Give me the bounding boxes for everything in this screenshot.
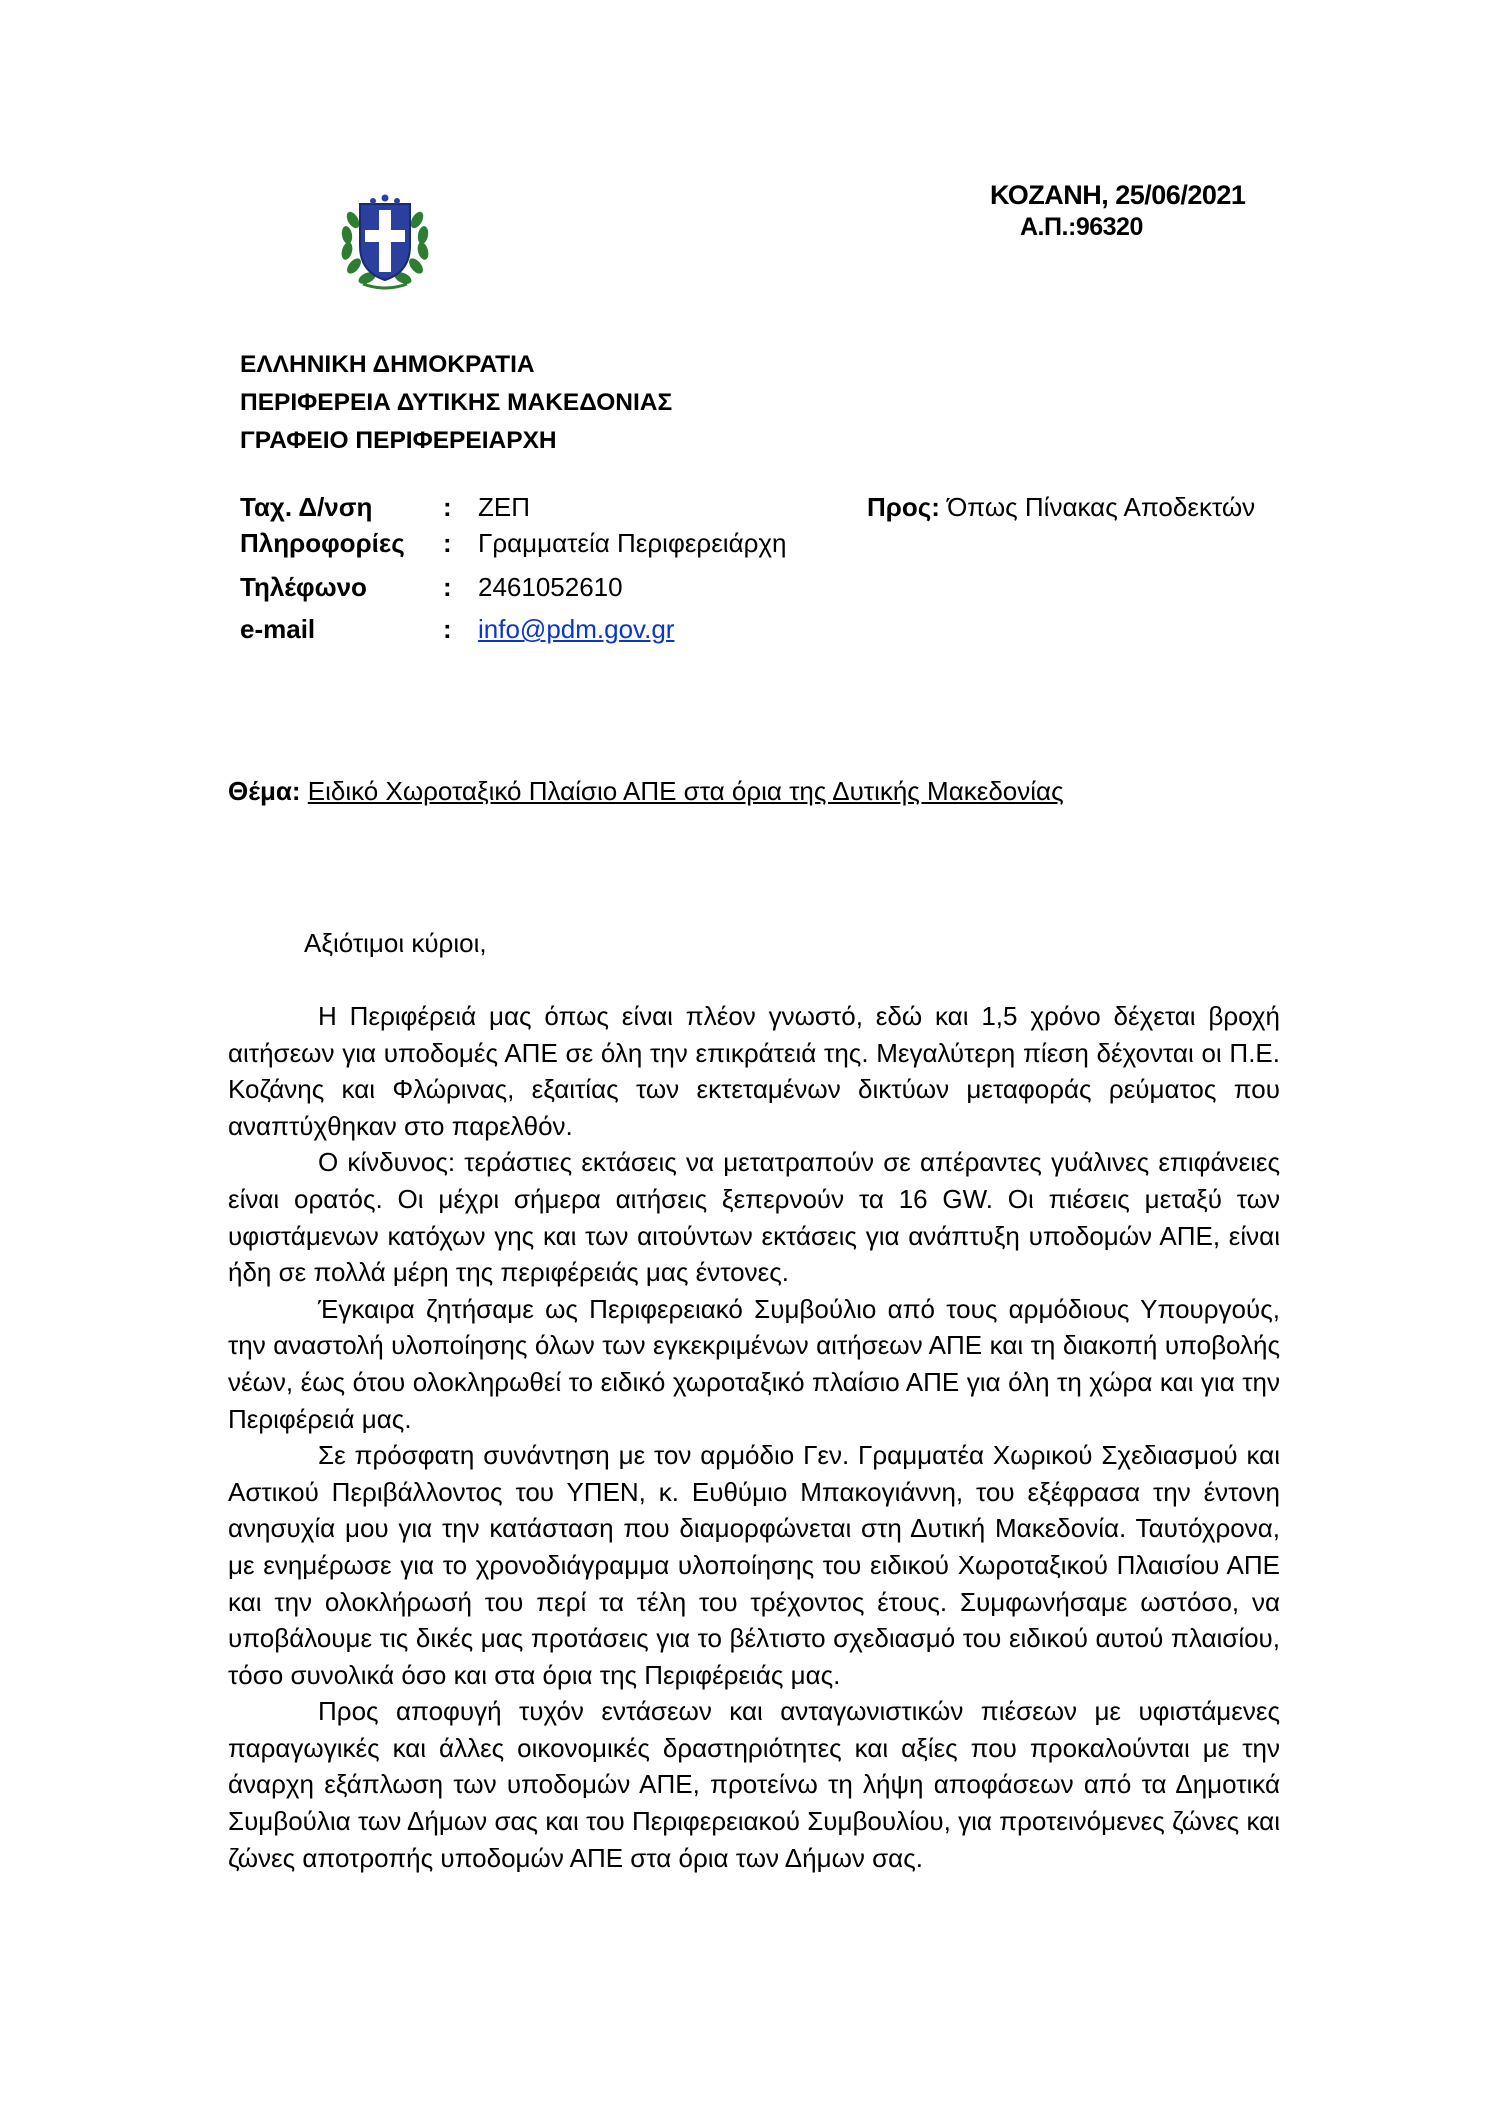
subject-label: Θέμα:	[228, 776, 301, 806]
date-block	[990, 180, 1245, 242]
date-line: ΚΟΖΑΝΗ, 25/06/2021	[990, 180, 1246, 210]
greek-coat-of-arms-icon	[333, 190, 437, 294]
recipient-line	[867, 492, 1255, 523]
contact-colon: :	[443, 614, 452, 644]
contact-value: ΖΕΠ	[478, 492, 530, 522]
contact-label: Τηλέφωνο	[240, 572, 367, 602]
letter-body	[228, 998, 1280, 1876]
contact-colon: :	[443, 528, 452, 558]
org-line-republic: ΕΛΛΗΝΙΚΗ ΔΗΜΟΚΡΑΤΙΑ	[240, 351, 535, 378]
body-paragraph: Η Περιφέρειά μας όπως είναι πλέον γνωστό, εδώ και 1,5 χρόνο δέχεται βροχή αιτήσεων για υποδομές ΑΠΕ σε όλη την επικράτειά της. Μεγαλύτερη πίεση δέχονται οι Π.Ε. Κοζάνης και Φλώρινας, εξαιτίας των εκτεταμένων δικτύων μεταφοράς ρεύματος που αναπτύχθηκαν στο παρελθόν.	[228, 1001, 1280, 1141]
subject-text: Ειδικό Χωροταξικό Πλαίσιο ΑΠΕ στα όρια της Δυτικής Μακεδονίας	[307, 776, 1064, 806]
org-line-region: ΠΕΡΙΦΕΡΕΙΑ ΔΥΤΙΚΗΣ ΜΑΚΕΔΟΝΙΑΣ	[240, 389, 673, 416]
contact-value: Γραμματεία Περιφερειάρχη	[478, 528, 787, 558]
organization-header	[240, 346, 672, 460]
body-paragraph: Έγκαιρα ζητήσαμε ως Περιφερειακό Συμβούλιο από τους αρμόδιους Υπουργούς, την αναστολή υλοποίησης όλων των εγκεκριμένων αιτήσεων ΑΠΕ και τη διακοπή υποβολής νέων, έως ότου ολοκληρωθεί το ειδικό χωροταξικό πλαίσιο ΑΠΕ για όλη τη χώρα και για την Περιφέρειά μας.	[228, 1293, 1280, 1434]
salutation: Αξιότιμοι κύριοι,	[304, 928, 487, 958]
body-paragraph: Σε πρόσφατη συνάντηση με τον αρμόδιο Γεν. Γραμματέα Χωρικού Σχεδιασμού και Αστικού Περιβάλλοντος του ΥΠΕΝ, κ. Ευθύμιο Μπακογιάννη, του εξέφρασα την έντονη ανησυχία μου για την κατάσταση που διαμορφώνεται στη Δυτική Μακεδονία. Ταυτόχρονα, με ενημέρωσε για το χρονοδιάγραμμα υλοποίησης του ειδικού Χωροταξικού Πλαισίου ΑΠΕ και την ολοκλήρωσή του περί τα τέλη του τρέχοντος έτους. Συμφωνήσαμε ωστόσο, να υποβάλουμε τις δικές μας προτάσεις για το βέλτιστο σχεδιασμό του ειδικού αυτού πλαισίου, τόσο συνολικά όσο και στα όρια της Περιφέρειάς μας.	[228, 1440, 1280, 1690]
contact-label: e-mail	[240, 614, 316, 644]
email-link[interactable]: info@pdm.gov.gr	[478, 614, 675, 644]
recipient-value: Όπως Πίνακας Αποδεκτών	[939, 492, 1256, 522]
contact-colon: :	[443, 492, 452, 522]
contact-value: 2461052610	[478, 572, 623, 602]
contact-label: Πληροφορίες	[240, 528, 405, 558]
org-line-office: ΓΡΑΦΕΙΟ ΠΕΡΙΦΕΡΕΙΑΡΧΗ	[240, 427, 557, 454]
body-paragraph: Προς αποφυγή τυχόν εντάσεων και ανταγωνιστικών πιέσεων με υφιστάμενες παραγωγικές και άλλες οικονομικές δραστηριότητες και αξίες που προκαλούνται με την άναρχη εξάπλωση των υποδομών ΑΠΕ, προτείνω τη λήψη αποφάσεων από τα Δημοτικά Συμβούλια των Δήμων σας και του Περιφερειακού Συμβουλίου, για προτεινόμενες ζώνες και ζώνες αποτροπής υποδομών ΑΠΕ στα όρια των Δήμων σας.	[228, 1696, 1280, 1873]
subject-line	[228, 776, 1064, 807]
contact-label: Ταχ. Δ/νση	[240, 492, 373, 522]
body-paragraph: Ο κίνδυνος: τεράστιες εκτάσεις να μετατραπούν σε απέραντες γυάλινες επιφάνειες είναι ορατός. Οι μέχρι σήμερα αιτήσεις ξεπερνούν τα 16 GW. Οι πιέσεις μεταξύ των υφιστάμενων κατόχων γης και των αιτούντων εκτάσεις για ανάπτυξη υποδομών ΑΠΕ, είναι ήδη σε πολλά μέρη της περιφέρειάς μας έντονες.	[228, 1147, 1280, 1288]
recipient-label: Προς:	[867, 492, 940, 522]
protocol-number: Α.Π.:96320	[1020, 213, 1143, 241]
contact-colon: :	[443, 572, 452, 602]
